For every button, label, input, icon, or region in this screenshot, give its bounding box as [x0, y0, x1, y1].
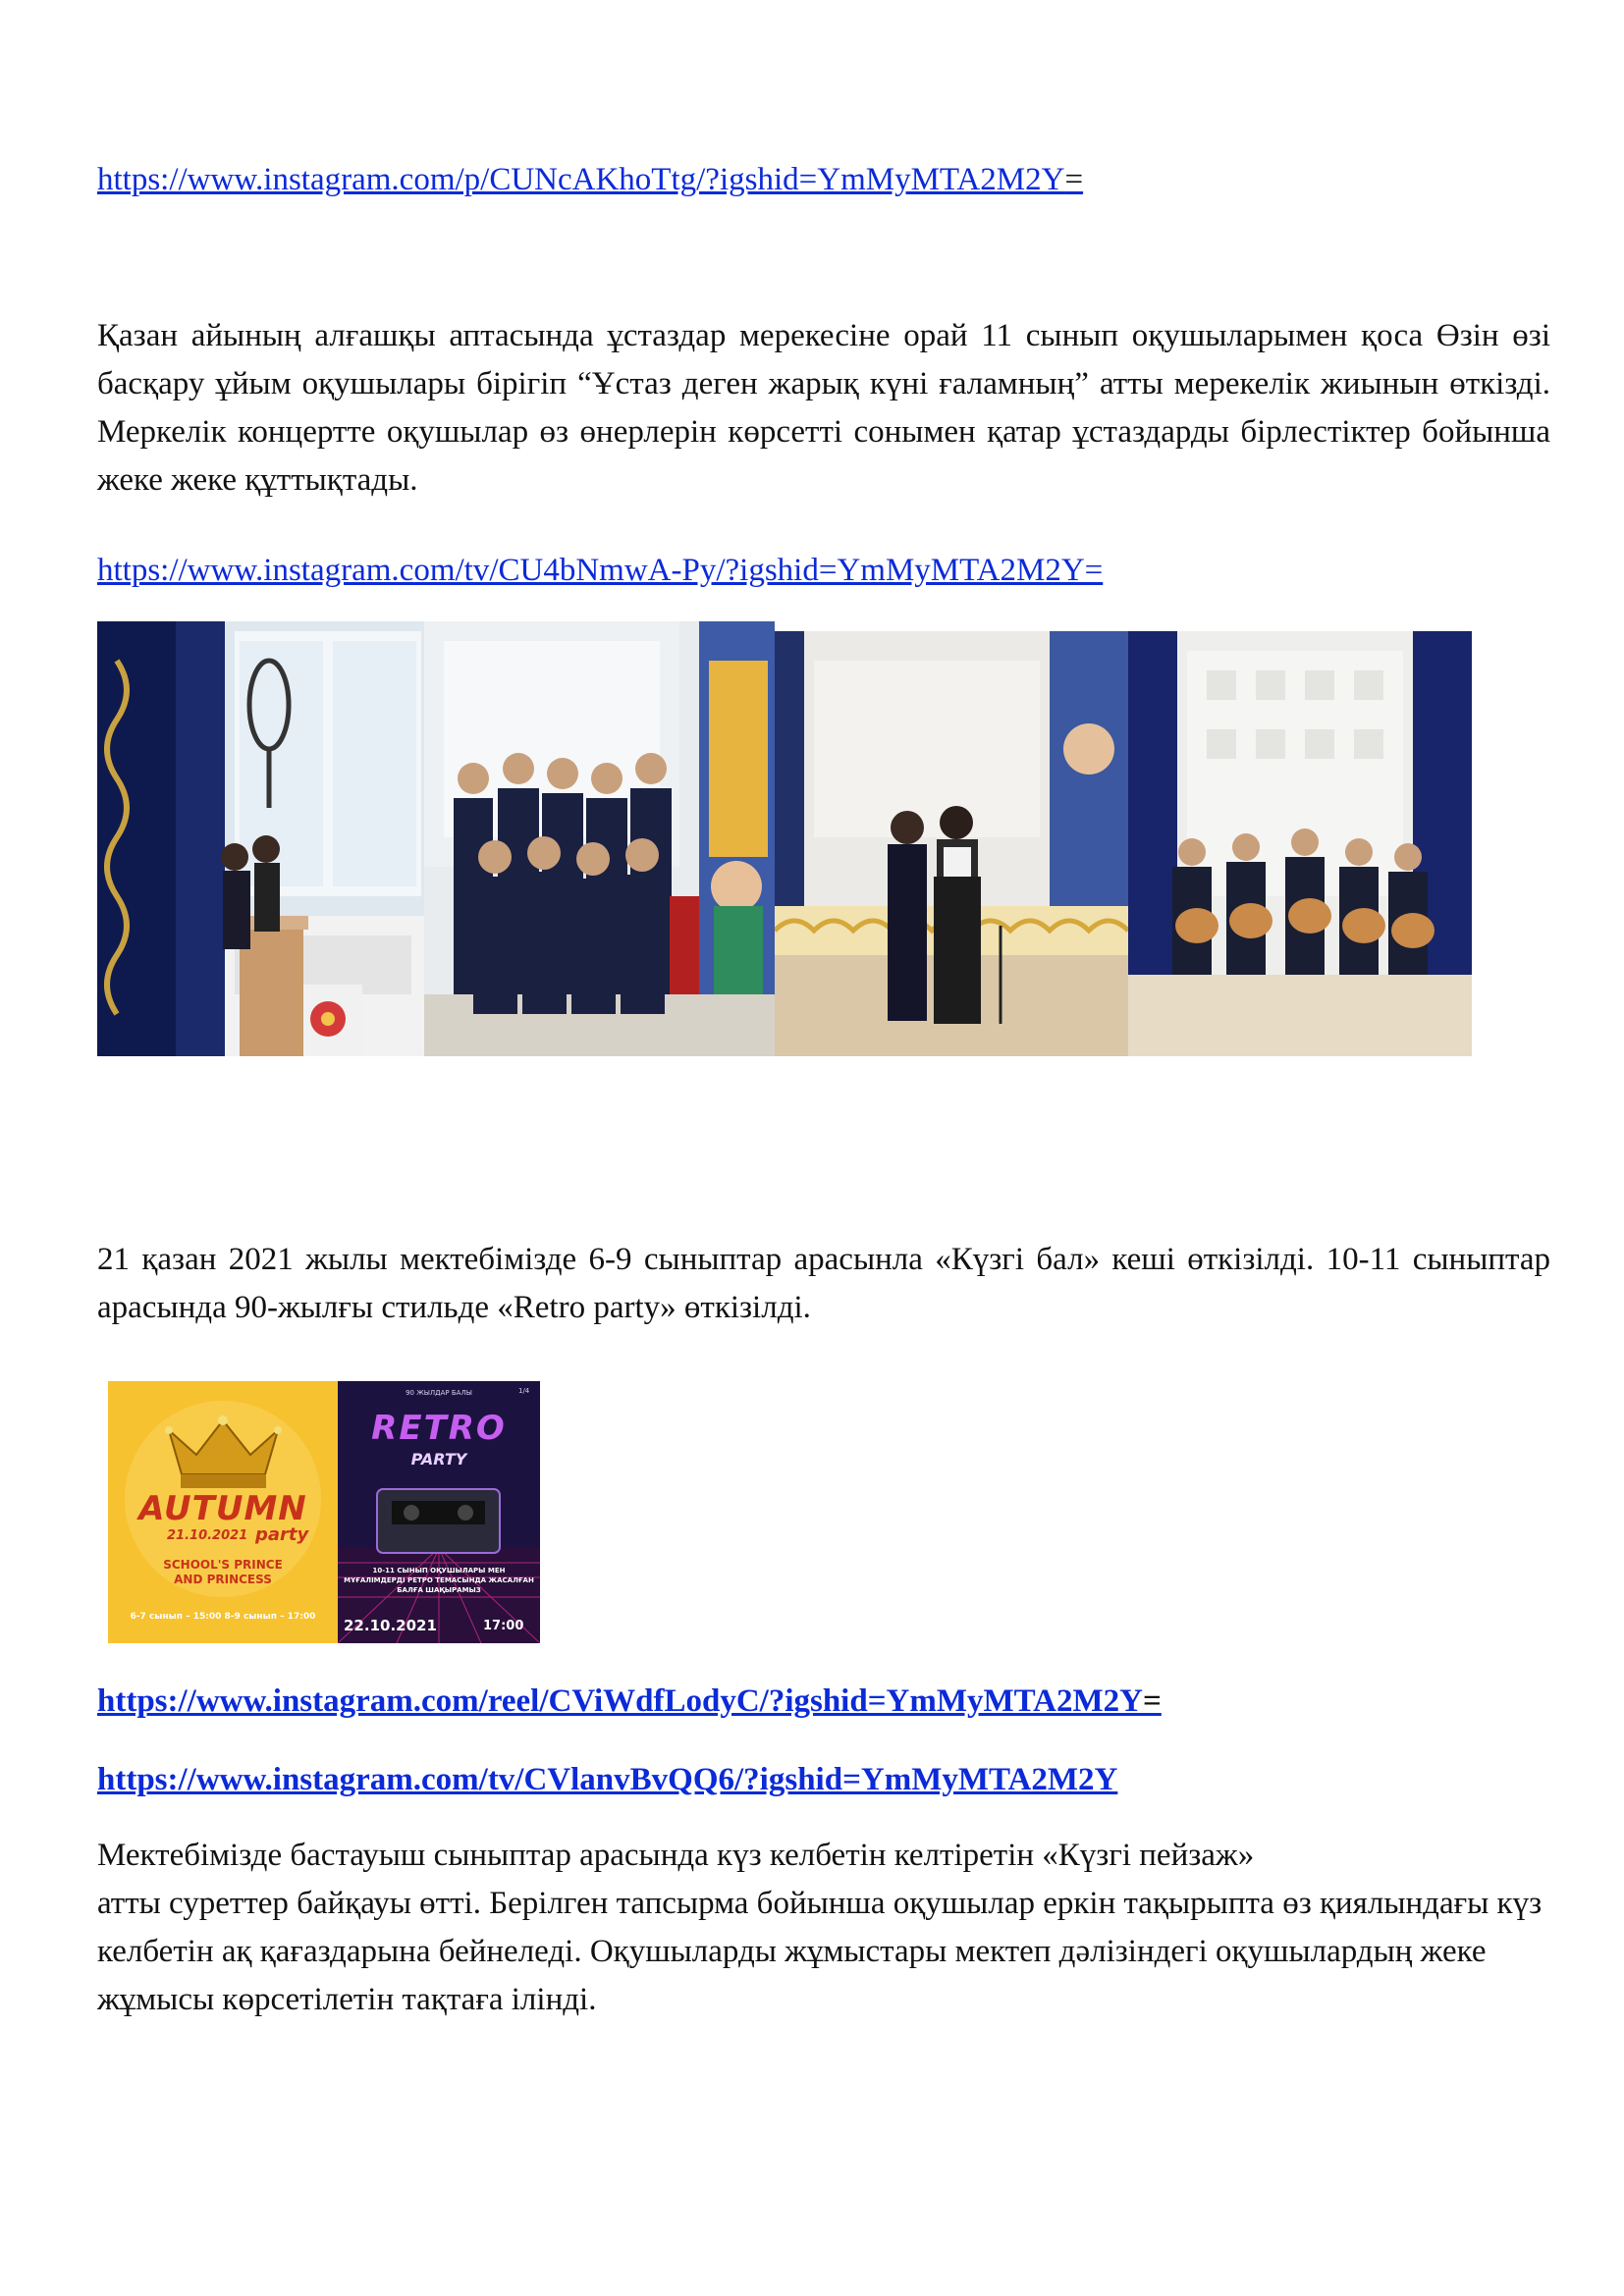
link-3-text[interactable]: https://www.instagram.com/reel/CViWdfLodyC/?igshid=YmMyMTA2M2Y: [97, 1683, 1143, 1719]
event-photo-strip: [97, 621, 1472, 1056]
paragraph-teachers-day: Қазан айының алғашқы аптасында ұстаздар мерекесіне орай 11 сынып оқушыларымен қоса Өзін өзі басқару ұйым оқушылары бірігіп “Ұстаз деген жарық күні ғаламның” атты мерекелік жиынын өткізді. Меркелік концертте оқушылар өз өнерлерін көрсетті сонымен қатар ұстаздарды бірлестіктер бойынша жеке жеке құттықтады.: [97, 318, 1550, 498]
instagram-link-2[interactable]: https://www.instagram.com/tv/CU4bNmwA-Py/?igshid=YmMyMTA2M2Y=: [97, 553, 1104, 588]
retro-date: 22.10.2021: [344, 1617, 437, 1634]
retro-title: RETRO: [371, 1409, 507, 1448]
instagram-link-3[interactable]: [97, 1682, 1162, 1721]
autumn-party-poster: [108, 1381, 338, 1643]
photo-podium-speakers: [97, 621, 424, 1056]
photo-guitar-ensemble: [1128, 631, 1472, 1056]
retro-page: 1/4: [518, 1387, 530, 1395]
instagram-link-1[interactable]: [97, 160, 1083, 199]
cassette-icon: [377, 1489, 500, 1553]
retro-party-word: PARTY: [410, 1450, 467, 1468]
photo-dance-couple: [775, 631, 1128, 1056]
paragraph-autumn-ball: 21 қазан 2021 жылы мектебімізде 6-9 сыныптар арасынла «Күзгі бал» кеші өткізілді. 10-11 сыныптар арасында 90-жылғы стильде «Retro party» өткізілді.: [97, 1242, 1550, 1325]
paragraph-3-line-1: Мектебімізде бастауыш сыныптар арасында күз келбетін келтіретін «Күзгі пейзаж»: [97, 1838, 1255, 1873]
link-1-text[interactable]: https://www.instagram.com/p/CUNcAKhoTtg/?igshid=YmMyMTA2M2Y: [97, 162, 1065, 197]
photo-students-group: [424, 621, 775, 1056]
autumn-times: 6-7 сынып – 15:00 8-9 сынып – 17:00: [130, 1612, 316, 1622]
autumn-party-word: party: [255, 1524, 309, 1545]
paragraph-3-rest: атты суреттер байқауы өтті. Берілген тапсырма бойынша оқушылар еркін тақырыпта өз қиялындағы күз келбетін ақ қағаздарына бейнеледі. Оқушыларды жұмыстары мектеп дәлізіндегі оқушылардың жеке жұмысы көрсетілетін тақтаға ілінді.: [97, 1886, 1543, 2017]
retro-top-text: 90 ЖЫЛДАР БАЛЫ: [406, 1389, 472, 1397]
retro-caption: 10-11 СЫНЫП ОҚУШЫЛАРЫ МЕН МҰҒАЛІМДЕРДІ РЕТРО ТЕМАСЫНДА ЖАСАЛҒАН БАЛҒА ШАҚЫРАМЫЗ: [344, 1567, 534, 1594]
party-posters: [108, 1381, 540, 1643]
instagram-link-4[interactable]: https://www.instagram.com/tv/CVlanvBvQQ6/?igshid=YmMyMTA2M2Y: [97, 1762, 1118, 1797]
link-1-suffix: =: [1064, 162, 1084, 197]
retro-party-poster: [338, 1381, 540, 1643]
retro-time: 17:00: [483, 1619, 524, 1633]
link-3-suffix: =: [1143, 1683, 1162, 1719]
autumn-subtitle: SCHOOL'S PRINCE AND PRINCESS: [163, 1558, 283, 1586]
autumn-date: 21.10.2021: [167, 1528, 248, 1543]
paragraph-autumn-landscape: [97, 1832, 1550, 2024]
autumn-title: AUTUMN: [138, 1489, 307, 1528]
